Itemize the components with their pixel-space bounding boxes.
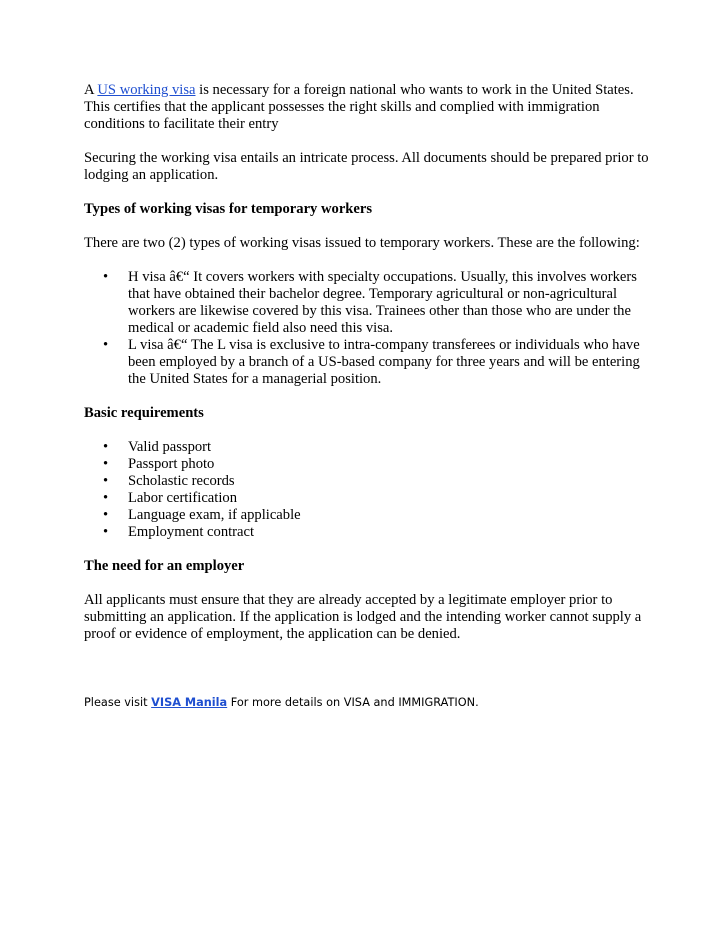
list-item-text: Passport photo (128, 456, 215, 472)
list-item-text: Labor certification (128, 490, 237, 506)
types-heading: Types of working visas for temporary workers (84, 201, 373, 217)
list-item-text: H visa â€“ It covers workers with specialty occupations. Usually, this involves workers that have obtained their bachelor degree. Temporary agricultural or non-agricultural workers are likewise covered by this visa. Trainees other than those who are under the medical or academic field also need this visa. (128, 269, 637, 336)
employer-heading: The need for an employer (84, 558, 245, 574)
footer-line (84, 694, 654, 711)
bullet-icon: • (103, 456, 109, 472)
bullet-icon: • (103, 490, 109, 506)
us-working-visa-link[interactable]: US working visa (97, 82, 196, 98)
spacer (84, 660, 654, 694)
visa-manila-link[interactable]: VISA Manila (151, 696, 228, 709)
bullet-icon: • (103, 524, 109, 540)
list-item (84, 524, 654, 541)
intro-suffix: is necessary for a foreign national who wants to work in the United States. This certifies that the applicant possesses the right skills and complied with immigration conditions to facilitate their entry (84, 82, 634, 132)
list-item (84, 337, 654, 388)
list-item (84, 473, 654, 490)
list-item (84, 456, 654, 473)
visa-types-list (84, 269, 654, 388)
bullet-icon: • (103, 507, 109, 523)
requirements-heading: Basic requirements (84, 405, 204, 421)
process-paragraph: Securing the working visa entails an intricate process. All documents should be prepared prior to lodging an application. (84, 150, 649, 183)
intro-paragraph (84, 82, 654, 133)
list-item (84, 507, 654, 524)
list-item (84, 490, 654, 507)
list-item-text: Valid passport (128, 439, 212, 455)
list-item (84, 269, 654, 337)
intro-prefix: A (84, 82, 98, 98)
types-intro: There are two (2) types of working visas issued to temporary workers. These are the following: (84, 235, 640, 251)
footer-suffix: For more details on VISA and IMMIGRATION. (227, 696, 479, 709)
list-item-text: Scholastic records (128, 473, 235, 489)
bullet-icon: • (103, 337, 109, 353)
bullet-icon: • (103, 439, 109, 455)
list-item-text: L visa â€“ The L visa is exclusive to intra-company transferees or individuals who have been employed by a branch of a US-based company for three years and will be entering the United States for a managerial position. (128, 337, 640, 387)
list-item (84, 439, 654, 456)
document-page (84, 82, 654, 711)
list-item-text: Employment contract (128, 524, 255, 540)
requirements-list (84, 439, 654, 541)
bullet-icon: • (103, 269, 109, 285)
employer-paragraph: All applicants must ensure that they are already accepted by a legitimate employer prior to submitting an application. If the application is lodged and the intending worker cannot supply a proof or evidence of employment, the application can be denied. (84, 592, 642, 642)
list-item-text: Language exam, if applicable (128, 507, 301, 523)
footer-prefix: Please visit (84, 696, 152, 709)
bullet-icon: • (103, 473, 109, 489)
